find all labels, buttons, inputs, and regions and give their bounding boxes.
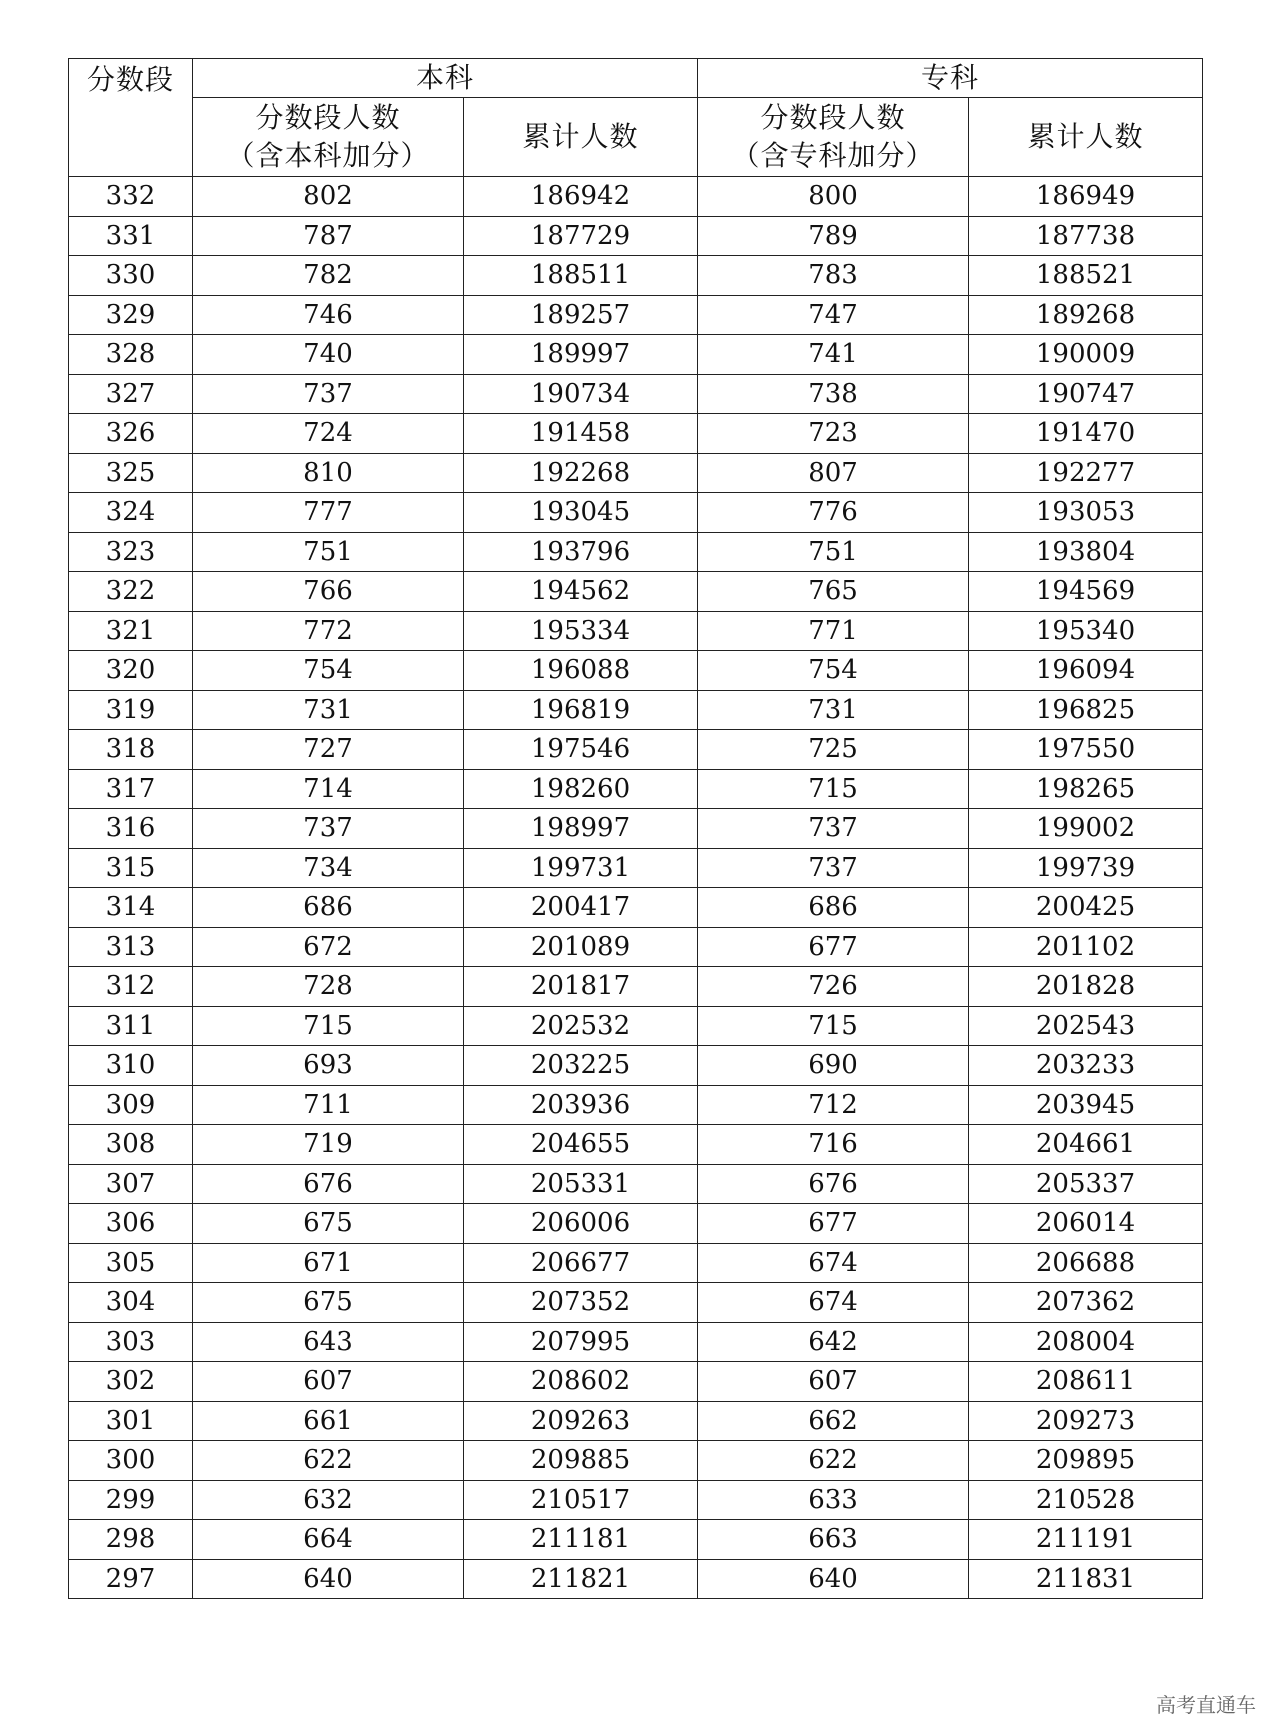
junior-cumulative-cell: 200425 <box>969 888 1203 928</box>
table-row <box>69 769 1203 809</box>
junior-cumulative-cell: 190747 <box>969 374 1203 414</box>
score-cell: 314 <box>69 888 193 928</box>
junior-count-cell: 800 <box>698 177 969 217</box>
score-cell: 300 <box>69 1441 193 1481</box>
undergrad-cumulative-cell: 187729 <box>464 216 698 256</box>
header-junior-group: 专科 <box>698 59 1203 98</box>
junior-cumulative-cell: 211191 <box>969 1520 1203 1560</box>
table-row <box>69 1362 1203 1402</box>
junior-count-cell: 751 <box>698 532 969 572</box>
score-cell: 327 <box>69 374 193 414</box>
table-row <box>69 651 1203 691</box>
junior-count-cell: 677 <box>698 1204 969 1244</box>
header-undergrad-cumulative: 累计人数 <box>464 98 698 177</box>
junior-cumulative-cell: 201102 <box>969 927 1203 967</box>
score-cell: 320 <box>69 651 193 691</box>
junior-count-cell: 622 <box>698 1441 969 1481</box>
table-row <box>69 1401 1203 1441</box>
score-cell: 309 <box>69 1085 193 1125</box>
junior-cumulative-cell: 206014 <box>969 1204 1203 1244</box>
junior-count-cell: 731 <box>698 690 969 730</box>
undergrad-cumulative-cell: 191458 <box>464 414 698 454</box>
table-row <box>69 730 1203 770</box>
junior-cumulative-cell: 189268 <box>969 295 1203 335</box>
undergrad-count-cell: 728 <box>193 967 464 1007</box>
table-row <box>69 927 1203 967</box>
score-cell: 310 <box>69 1046 193 1086</box>
undergrad-count-cell: 715 <box>193 1006 464 1046</box>
junior-cumulative-cell: 199739 <box>969 848 1203 888</box>
junior-cumulative-cell: 190009 <box>969 335 1203 375</box>
junior-count-cell: 690 <box>698 1046 969 1086</box>
score-cell: 299 <box>69 1480 193 1520</box>
junior-cumulative-cell: 208004 <box>969 1322 1203 1362</box>
undergrad-cumulative-cell: 196819 <box>464 690 698 730</box>
junior-cumulative-cell: 208611 <box>969 1362 1203 1402</box>
undergrad-cumulative-cell: 207995 <box>464 1322 698 1362</box>
undergrad-cumulative-cell: 189257 <box>464 295 698 335</box>
score-cell: 315 <box>69 848 193 888</box>
undergrad-cumulative-cell: 205331 <box>464 1164 698 1204</box>
header-undergrad-count: 分数段人数 （含本科加分） <box>193 98 464 177</box>
score-cell: 313 <box>69 927 193 967</box>
junior-count-cell: 771 <box>698 611 969 651</box>
undergrad-count-cell: 772 <box>193 611 464 651</box>
junior-cumulative-cell: 209895 <box>969 1441 1203 1481</box>
junior-cumulative-cell: 210528 <box>969 1480 1203 1520</box>
table-body <box>69 177 1203 1599</box>
table-row <box>69 572 1203 612</box>
undergrad-count-cell: 737 <box>193 374 464 414</box>
junior-cumulative-cell: 187738 <box>969 216 1203 256</box>
score-cell: 311 <box>69 1006 193 1046</box>
undergrad-cumulative-cell: 202532 <box>464 1006 698 1046</box>
undergrad-cumulative-cell: 204655 <box>464 1125 698 1165</box>
undergrad-count-cell: 607 <box>193 1362 464 1402</box>
undergrad-cumulative-cell: 203936 <box>464 1085 698 1125</box>
undergrad-count-cell: 661 <box>193 1401 464 1441</box>
undergrad-count-cell: 766 <box>193 572 464 612</box>
score-cell: 324 <box>69 493 193 533</box>
junior-count-cell: 674 <box>698 1283 969 1323</box>
junior-count-cell: 765 <box>698 572 969 612</box>
table-row <box>69 1164 1203 1204</box>
junior-cumulative-cell: 204661 <box>969 1125 1203 1165</box>
junior-cumulative-cell: 198265 <box>969 769 1203 809</box>
table-row <box>69 295 1203 335</box>
score-cell: 305 <box>69 1243 193 1283</box>
junior-cumulative-cell: 201828 <box>969 967 1203 1007</box>
table-row <box>69 888 1203 928</box>
junior-count-cell: 737 <box>698 809 969 849</box>
table-row <box>69 1046 1203 1086</box>
junior-count-cell: 776 <box>698 493 969 533</box>
undergrad-count-cell: 676 <box>193 1164 464 1204</box>
table-row <box>69 216 1203 256</box>
score-cell: 319 <box>69 690 193 730</box>
score-cell: 304 <box>69 1283 193 1323</box>
table-row <box>69 611 1203 651</box>
table-row <box>69 809 1203 849</box>
undergrad-cumulative-cell: 209263 <box>464 1401 698 1441</box>
table-row <box>69 1283 1203 1323</box>
undergrad-count-cell: 664 <box>193 1520 464 1560</box>
table-row <box>69 967 1203 1007</box>
undergrad-count-cell: 754 <box>193 651 464 691</box>
score-cell: 322 <box>69 572 193 612</box>
junior-count-cell: 676 <box>698 1164 969 1204</box>
junior-count-cell: 642 <box>698 1322 969 1362</box>
score-distribution-table <box>68 58 1203 1599</box>
table-row <box>69 374 1203 414</box>
undergrad-cumulative-cell: 209885 <box>464 1441 698 1481</box>
table-row <box>69 335 1203 375</box>
undergrad-cumulative-cell: 203225 <box>464 1046 698 1086</box>
table-row <box>69 414 1203 454</box>
undergrad-count-cell: 711 <box>193 1085 464 1125</box>
table-row <box>69 453 1203 493</box>
junior-count-cell: 725 <box>698 730 969 770</box>
table-row <box>69 1480 1203 1520</box>
undergrad-count-cell: 787 <box>193 216 464 256</box>
undergrad-count-cell: 643 <box>193 1322 464 1362</box>
undergrad-count-cell: 731 <box>193 690 464 730</box>
undergrad-count-cell: 719 <box>193 1125 464 1165</box>
score-cell: 307 <box>69 1164 193 1204</box>
junior-count-cell: 747 <box>698 295 969 335</box>
junior-count-cell: 715 <box>698 1006 969 1046</box>
undergrad-cumulative-cell: 197546 <box>464 730 698 770</box>
undergrad-cumulative-cell: 198260 <box>464 769 698 809</box>
junior-count-cell: 737 <box>698 848 969 888</box>
undergrad-count-cell: 746 <box>193 295 464 335</box>
undergrad-count-cell: 751 <box>193 532 464 572</box>
junior-cumulative-cell: 188521 <box>969 256 1203 296</box>
junior-count-cell: 723 <box>698 414 969 454</box>
junior-cumulative-cell: 193804 <box>969 532 1203 572</box>
junior-cumulative-cell: 193053 <box>969 493 1203 533</box>
junior-cumulative-cell: 209273 <box>969 1401 1203 1441</box>
table-row <box>69 690 1203 730</box>
undergrad-count-cell: 672 <box>193 927 464 967</box>
junior-cumulative-cell: 196094 <box>969 651 1203 691</box>
undergrad-cumulative-cell: 201817 <box>464 967 698 1007</box>
watermark-text: 高考直通车 <box>1156 1693 1256 1717</box>
undergrad-cumulative-cell: 188511 <box>464 256 698 296</box>
undergrad-cumulative-cell: 196088 <box>464 651 698 691</box>
undergrad-cumulative-cell: 190734 <box>464 374 698 414</box>
undergrad-cumulative-cell: 199731 <box>464 848 698 888</box>
junior-count-cell: 662 <box>698 1401 969 1441</box>
junior-cumulative-cell: 203233 <box>969 1046 1203 1086</box>
header-score-band: 分数段 <box>69 59 193 177</box>
junior-count-cell: 741 <box>698 335 969 375</box>
header-junior-cumulative: 累计人数 <box>969 98 1203 177</box>
undergrad-count-cell: 810 <box>193 453 464 493</box>
score-cell: 303 <box>69 1322 193 1362</box>
undergrad-count-cell: 740 <box>193 335 464 375</box>
junior-count-cell: 726 <box>698 967 969 1007</box>
junior-count-cell: 738 <box>698 374 969 414</box>
undergrad-count-cell: 782 <box>193 256 464 296</box>
undergrad-count-cell: 727 <box>193 730 464 770</box>
junior-cumulative-cell: 205337 <box>969 1164 1203 1204</box>
junior-cumulative-cell: 186949 <box>969 177 1203 217</box>
undergrad-count-cell: 724 <box>193 414 464 454</box>
undergrad-cumulative-cell: 211821 <box>464 1559 698 1599</box>
junior-count-cell: 807 <box>698 453 969 493</box>
undergrad-cumulative-cell: 208602 <box>464 1362 698 1402</box>
score-cell: 321 <box>69 611 193 651</box>
junior-count-cell: 686 <box>698 888 969 928</box>
junior-count-cell: 712 <box>698 1085 969 1125</box>
junior-count-cell: 633 <box>698 1480 969 1520</box>
table-row <box>69 256 1203 296</box>
undergrad-cumulative-cell: 201089 <box>464 927 698 967</box>
score-cell: 326 <box>69 414 193 454</box>
undergrad-cumulative-cell: 189997 <box>464 335 698 375</box>
junior-count-cell: 754 <box>698 651 969 691</box>
undergrad-cumulative-cell: 193045 <box>464 493 698 533</box>
undergrad-count-cell: 686 <box>193 888 464 928</box>
junior-count-cell: 674 <box>698 1243 969 1283</box>
undergrad-cumulative-cell: 210517 <box>464 1480 698 1520</box>
score-cell: 312 <box>69 967 193 1007</box>
table-row <box>69 1441 1203 1481</box>
undergrad-count-cell: 802 <box>193 177 464 217</box>
table-row <box>69 1520 1203 1560</box>
junior-cumulative-cell: 195340 <box>969 611 1203 651</box>
junior-cumulative-cell: 194569 <box>969 572 1203 612</box>
undergrad-cumulative-cell: 206677 <box>464 1243 698 1283</box>
junior-count-cell: 716 <box>698 1125 969 1165</box>
undergrad-count-cell: 737 <box>193 809 464 849</box>
junior-count-cell: 663 <box>698 1520 969 1560</box>
undergrad-cumulative-cell: 195334 <box>464 611 698 651</box>
undergrad-count-cell: 675 <box>193 1204 464 1244</box>
score-cell: 331 <box>69 216 193 256</box>
table-row <box>69 1085 1203 1125</box>
junior-cumulative-cell: 211831 <box>969 1559 1203 1599</box>
undergrad-count-cell: 693 <box>193 1046 464 1086</box>
score-cell: 301 <box>69 1401 193 1441</box>
undergrad-cumulative-cell: 194562 <box>464 572 698 612</box>
score-cell: 306 <box>69 1204 193 1244</box>
undergrad-cumulative-cell: 207352 <box>464 1283 698 1323</box>
score-cell: 302 <box>69 1362 193 1402</box>
undergrad-count-cell: 632 <box>193 1480 464 1520</box>
junior-cumulative-cell: 199002 <box>969 809 1203 849</box>
undergrad-count-cell: 714 <box>193 769 464 809</box>
junior-cumulative-cell: 206688 <box>969 1243 1203 1283</box>
undergrad-cumulative-cell: 200417 <box>464 888 698 928</box>
undergrad-count-cell: 777 <box>193 493 464 533</box>
junior-cumulative-cell: 196825 <box>969 690 1203 730</box>
undergrad-count-cell: 671 <box>193 1243 464 1283</box>
junior-cumulative-cell: 191470 <box>969 414 1203 454</box>
junior-cumulative-cell: 207362 <box>969 1283 1203 1323</box>
table-row <box>69 1125 1203 1165</box>
junior-cumulative-cell: 203945 <box>969 1085 1203 1125</box>
score-cell: 330 <box>69 256 193 296</box>
table-row <box>69 1243 1203 1283</box>
junior-cumulative-cell: 192277 <box>969 453 1203 493</box>
undergrad-count-cell: 622 <box>193 1441 464 1481</box>
table-row <box>69 848 1203 888</box>
table-row <box>69 1559 1203 1599</box>
undergrad-cumulative-cell: 198997 <box>464 809 698 849</box>
junior-count-cell: 640 <box>698 1559 969 1599</box>
junior-count-cell: 789 <box>698 216 969 256</box>
score-cell: 316 <box>69 809 193 849</box>
score-cell: 329 <box>69 295 193 335</box>
undergrad-cumulative-cell: 211181 <box>464 1520 698 1560</box>
score-cell: 318 <box>69 730 193 770</box>
junior-cumulative-cell: 202543 <box>969 1006 1203 1046</box>
header-junior-count: 分数段人数 （含专科加分） <box>698 98 969 177</box>
undergrad-cumulative-cell: 186942 <box>464 177 698 217</box>
undergrad-count-cell: 734 <box>193 848 464 888</box>
score-cell: 325 <box>69 453 193 493</box>
table-row <box>69 532 1203 572</box>
score-cell: 328 <box>69 335 193 375</box>
table-row <box>69 1006 1203 1046</box>
score-cell: 332 <box>69 177 193 217</box>
table-row <box>69 493 1203 533</box>
undergrad-cumulative-cell: 193796 <box>464 532 698 572</box>
score-cell: 323 <box>69 532 193 572</box>
score-cell: 317 <box>69 769 193 809</box>
header-undergrad-group: 本科 <box>193 59 698 98</box>
undergrad-count-cell: 675 <box>193 1283 464 1323</box>
undergrad-cumulative-cell: 206006 <box>464 1204 698 1244</box>
table-row <box>69 177 1203 217</box>
junior-count-cell: 607 <box>698 1362 969 1402</box>
undergrad-cumulative-cell: 192268 <box>464 453 698 493</box>
score-cell: 308 <box>69 1125 193 1165</box>
junior-count-cell: 783 <box>698 256 969 296</box>
junior-count-cell: 715 <box>698 769 969 809</box>
junior-cumulative-cell: 197550 <box>969 730 1203 770</box>
table-row <box>69 1204 1203 1244</box>
score-cell: 297 <box>69 1559 193 1599</box>
table-row <box>69 1322 1203 1362</box>
score-cell: 298 <box>69 1520 193 1560</box>
junior-count-cell: 677 <box>698 927 969 967</box>
undergrad-count-cell: 640 <box>193 1559 464 1599</box>
